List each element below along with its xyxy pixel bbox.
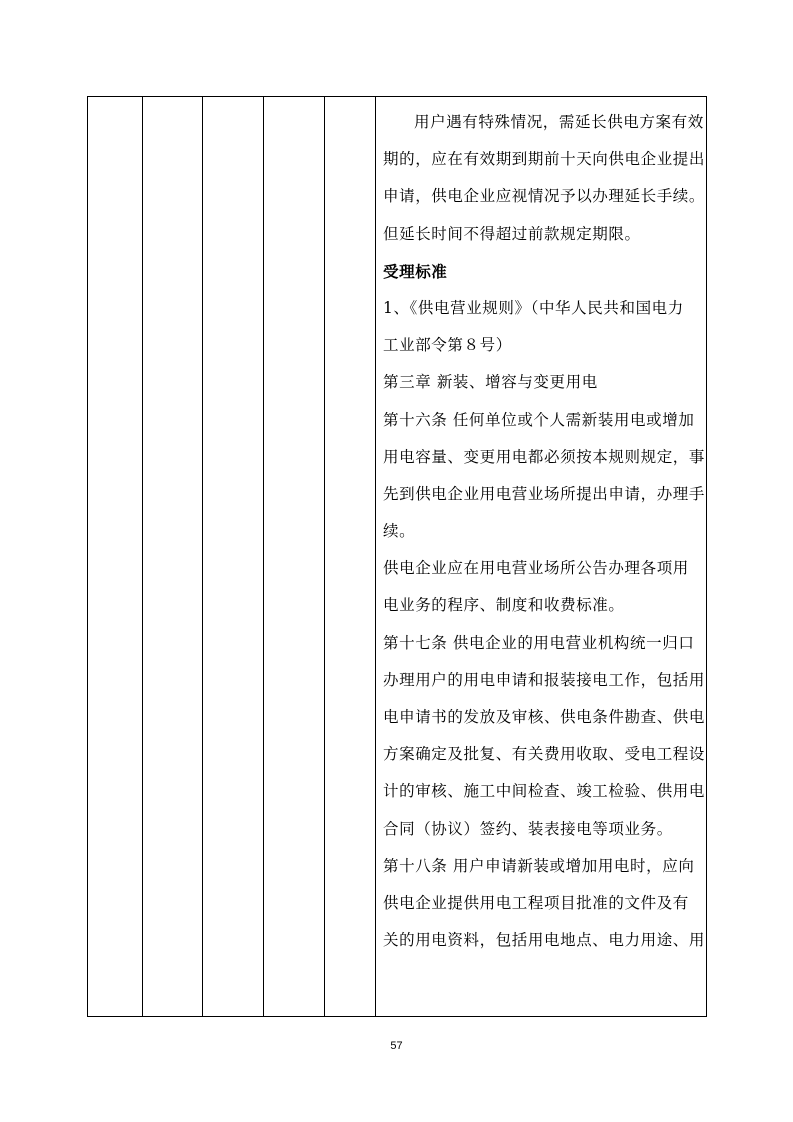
paragraph-line: 先到供电企业用电营业场所提出申请，办理手 [383, 484, 706, 503]
paragraph-line: 电申请书的发放及审核、供电条件勘查、供电 [383, 708, 706, 726]
paragraph-line: 电业务的程序、制度和收费标准。 [383, 596, 625, 615]
document-table [87, 96, 707, 1017]
paragraph-line: 关的用电资料，包括用电地点、电力用途、用 [383, 931, 706, 950]
paragraph-line: 工业部令第８号） [383, 336, 512, 355]
paragraph-line: 计的审核、施工中间检查、竣工检验、供用电 [383, 782, 706, 801]
column-divider [202, 97, 203, 1016]
chapter-title: 第三章 新装、增容与变更用电 [383, 373, 598, 392]
column-divider [142, 97, 143, 1016]
paragraph-line: 第十六条 任何单位或个人需新装用电或增加 [383, 410, 695, 429]
paragraph-line: 合同（协议）签约、装表接电等项业务。 [383, 819, 673, 838]
paragraph-line: 续。 [383, 522, 416, 541]
paragraph-line: 办理用户的用电申请和报装接电工作，包括用 [383, 670, 706, 689]
paragraph-line: 第十七条 供电企业的用电营业机构统一归口 [383, 633, 695, 652]
paragraph-line: 供电企业提供用电工程项目批准的文件及有 [383, 893, 689, 912]
paragraph-line: 用户遇有特殊情况，需延长供电方案有效 [414, 113, 704, 131]
content-cell [375, 97, 706, 1016]
column-divider [324, 97, 325, 1016]
paragraph-line: 但延长时间不得超过前款规定期限。 [383, 224, 641, 243]
section-heading: 受理标准 [383, 261, 448, 281]
paragraph-line: 1、《供电营业规则》（中华人民共和国电力 [383, 298, 684, 317]
column-divider [263, 97, 264, 1016]
paragraph-line: 申请，供电企业应视情况予以办理延长手续。 [383, 187, 706, 206]
page-number: 57 [390, 1040, 403, 1052]
paragraph-line: 方案确定及批复、有关费用收取、受电工程设 [383, 745, 706, 764]
paragraph-line: 第十八条 用户申请新装或增加用电时，应向 [383, 856, 695, 875]
paragraph-line: 用电容量、变更用电都必须按本规则规定，事 [383, 447, 706, 466]
paragraph-line: 供电企业应在用电营业场所公告办理各项用 [383, 559, 689, 578]
paragraph-line: 期的，应在有效期到期前十天向供电企业提出 [383, 150, 706, 169]
